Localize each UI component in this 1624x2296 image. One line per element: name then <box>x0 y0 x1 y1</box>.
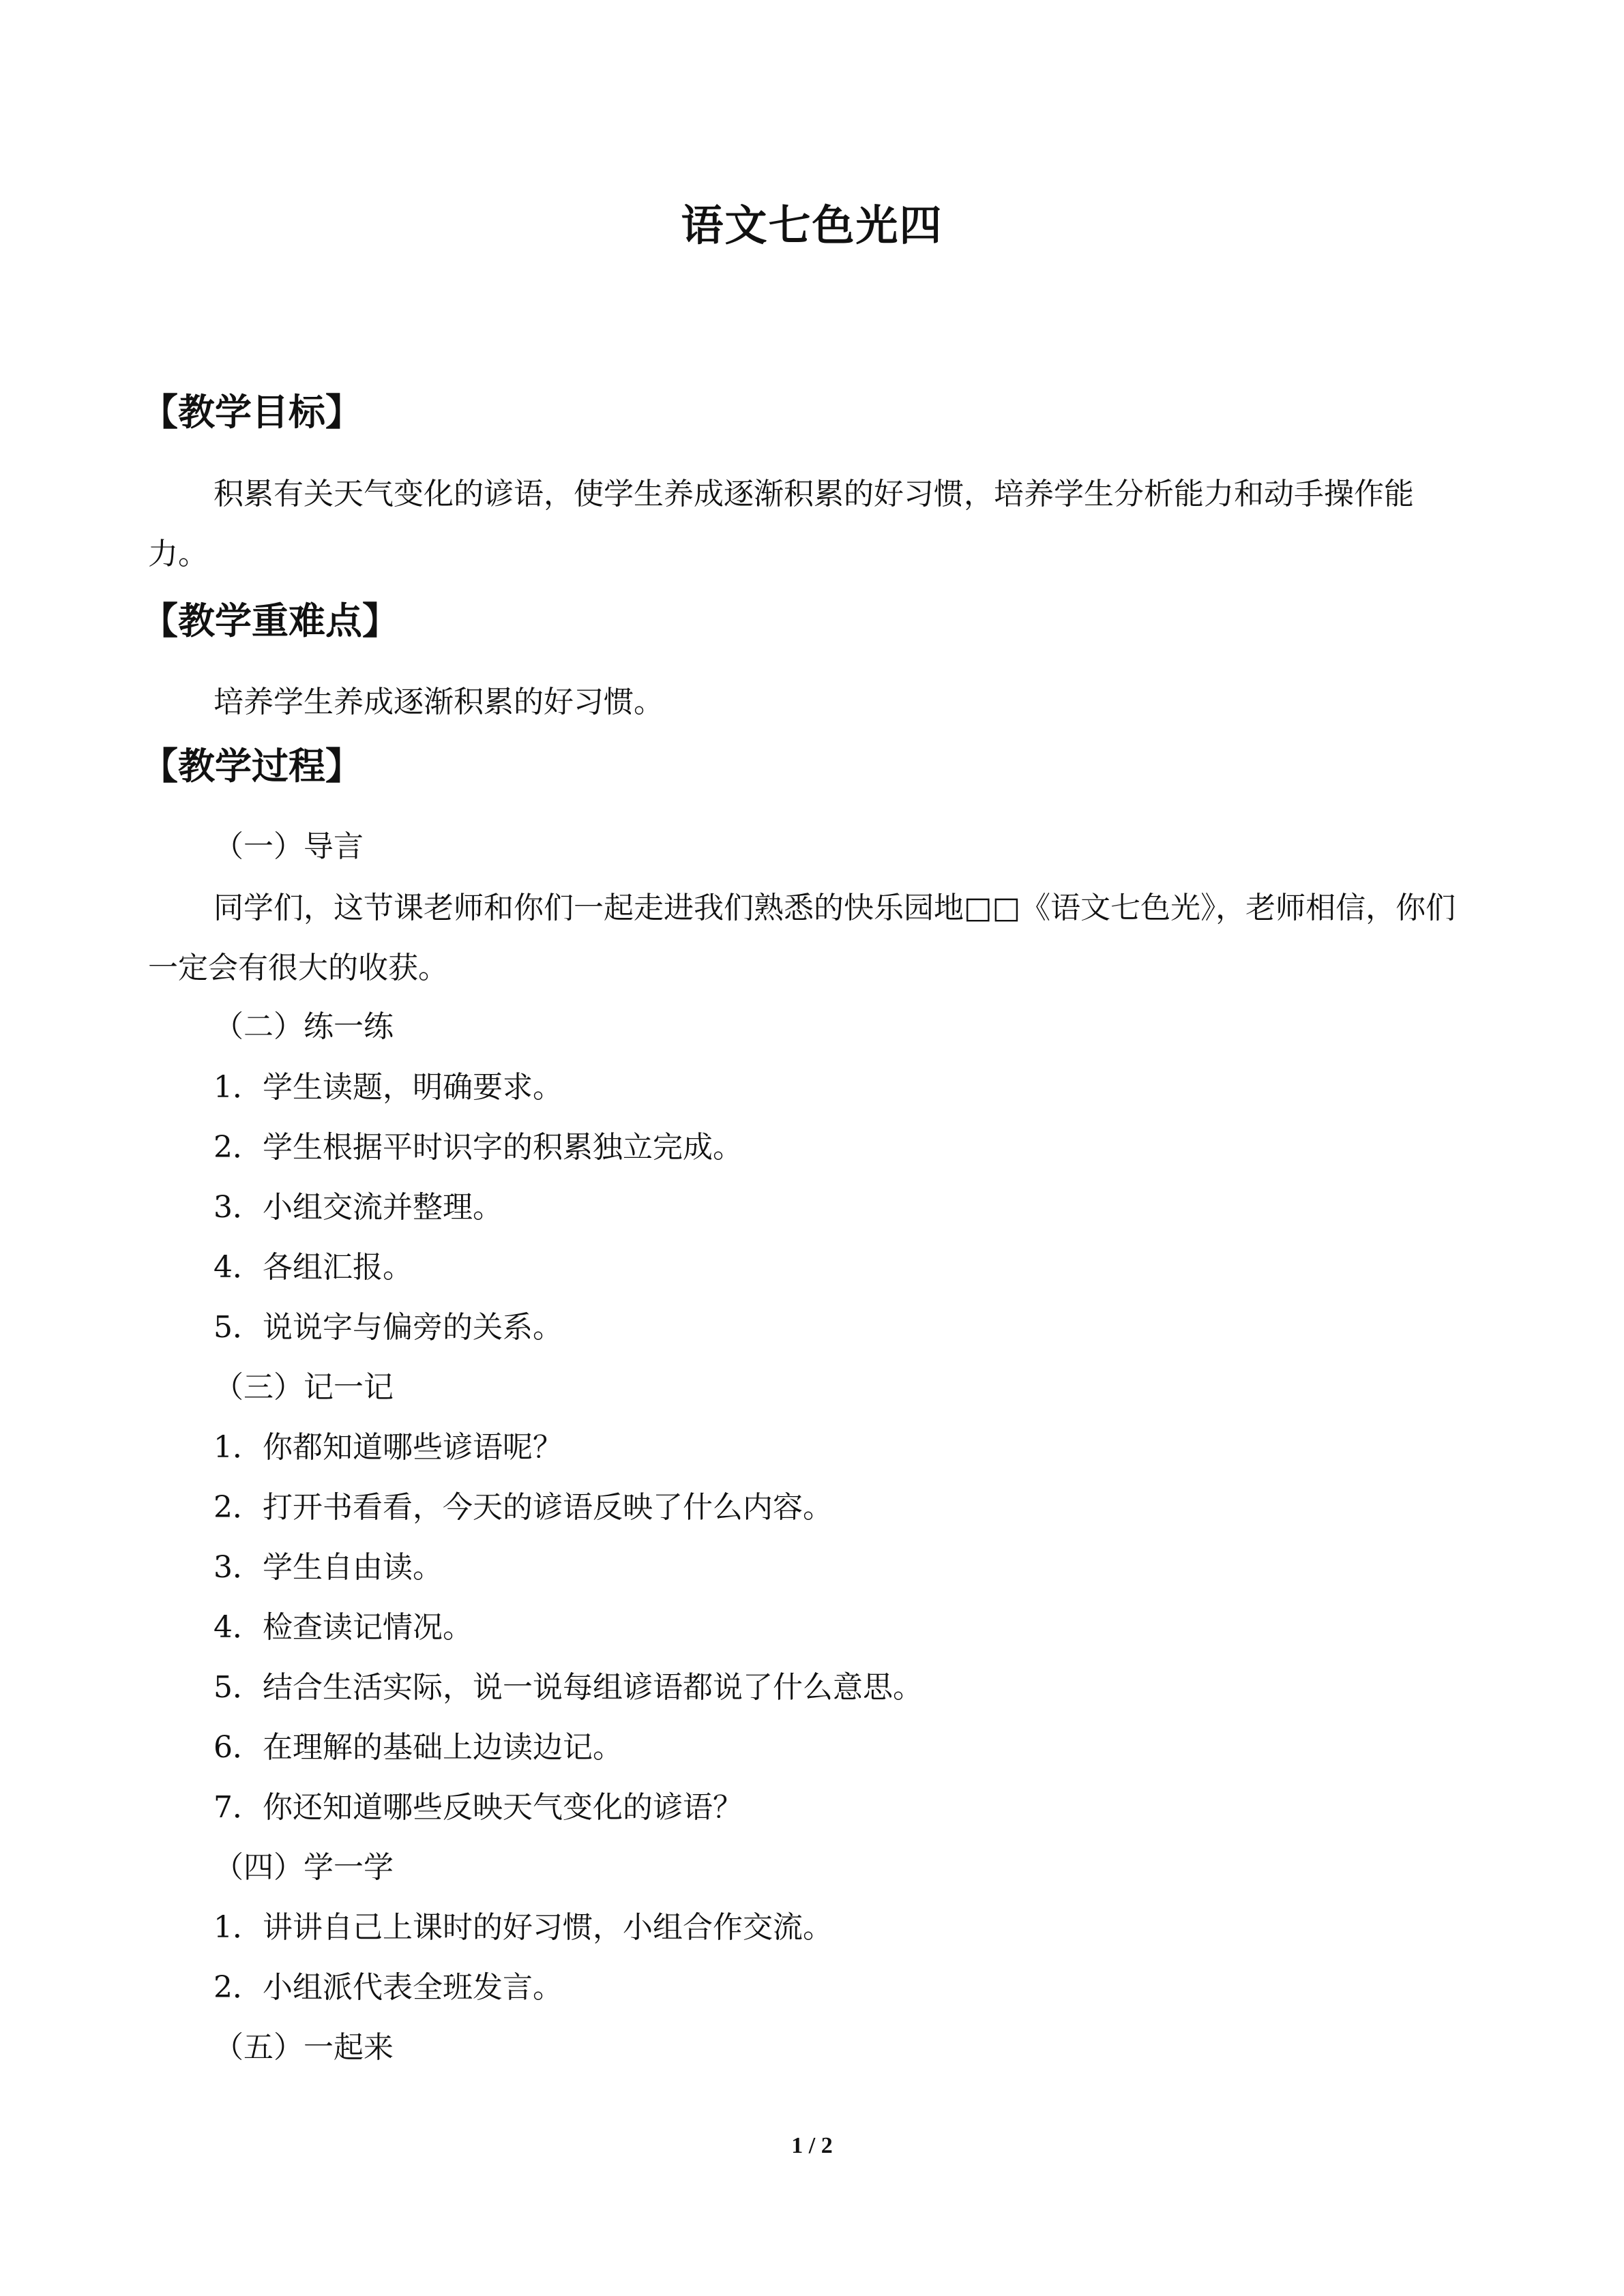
memorize-heading: （三）记一记 <box>213 1370 394 1405</box>
memorize-item: 6．在理解的基础上边读边记。 <box>213 1730 623 1765</box>
section-heading-process: 【教学过程】 <box>141 745 362 788</box>
practice-item: 4．各组汇报。 <box>213 1250 413 1285</box>
learn-item: 1．讲讲自己上课时的好习惯，小组合作交流。 <box>213 1910 833 1945</box>
memorize-item: 3．学生自由读。 <box>213 1550 443 1585</box>
practice-heading: （二）练一练 <box>213 1009 394 1044</box>
intro-paragraph: 同学们，这节课老师和你们一起走进我们熟悉的快乐园地□□《语文七色光》，老师相信，你们一定会有很大的收获。 <box>148 891 1456 985</box>
practice-item: 1．学生读题，明确要求。 <box>213 1070 563 1105</box>
practice-item: 3．小组交流并整理。 <box>213 1190 503 1225</box>
intro-heading: （一）导言 <box>213 829 364 864</box>
section-heading-key-points: 【教学重难点】 <box>141 599 399 642</box>
practice-item: 5．说说字与偏旁的关系。 <box>213 1310 563 1345</box>
section-heading-objectives: 【教学目标】 <box>141 391 362 434</box>
learn-heading: （四）学一学 <box>213 1850 394 1885</box>
memorize-item: 2．打开书看看，今天的谚语反映了什么内容。 <box>213 1490 833 1525</box>
memorize-item: 4．检查读记情况。 <box>213 1610 473 1645</box>
learn-item: 2．小组派代表全班发言。 <box>213 1970 563 2005</box>
document-title: 语文七色光四 <box>681 200 943 250</box>
objectives-paragraph: 积累有关天气变化的谚语，使学生养成逐渐积累的好习惯，培养学生分析能力和动手操作能力。 <box>148 477 1414 571</box>
memorize-item: 5．结合生活实际，说一说每组谚语都说了什么意思。 <box>213 1670 923 1705</box>
page-number: 1 / 2 <box>791 2133 833 2158</box>
key-points-paragraph: 培养学生养成逐渐积累的好习惯。 <box>213 685 664 719</box>
memorize-item: 1．你都知道哪些谚语呢？ <box>213 1430 563 1465</box>
together-heading: （五）一起来 <box>213 2030 394 2065</box>
memorize-item: 7．你还知道哪些反映天气变化的谚语？ <box>213 1790 743 1825</box>
practice-item: 2．学生根据平时识字的积累独立完成。 <box>213 1130 743 1165</box>
